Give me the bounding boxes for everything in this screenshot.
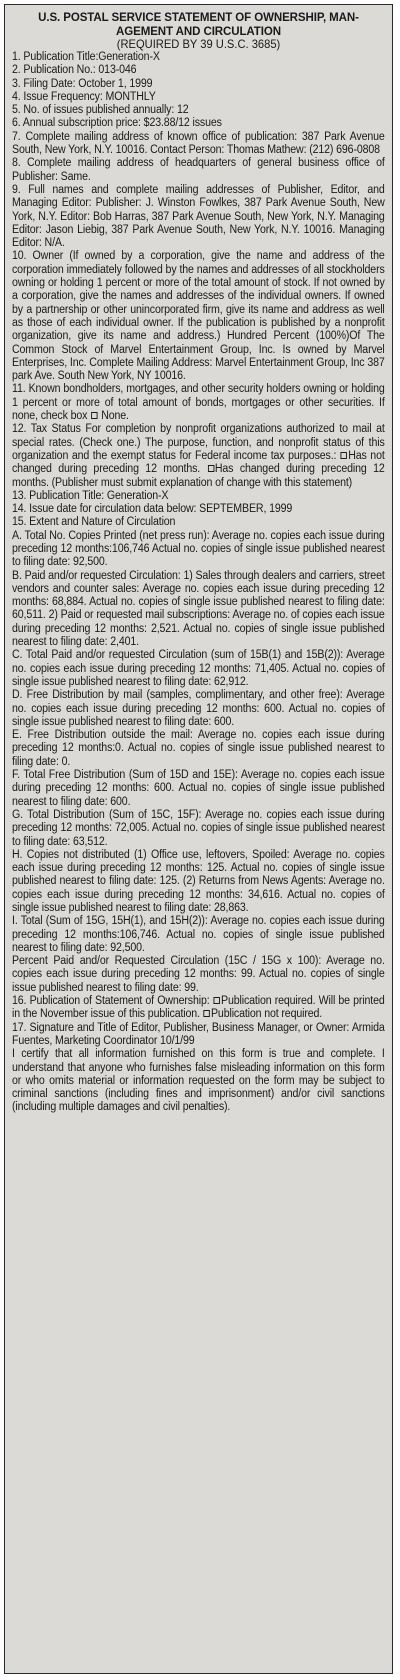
notice-paragraph: 6. Annual subscription price: $23.88/12 issues (12, 117, 222, 130)
checkbox-icon (204, 1010, 210, 1017)
notice-paragraph: Percent Paid and/or Requested Circulation (15C / 15G x 100): Average no. copies each issue during preceding 12 months: 99. Actual no. copies of single issue published nearest to filing date: 99. (12, 955, 385, 994)
checkbox-icon (214, 997, 220, 1004)
notice-paragraph: 1. Publication Title:Generation-X (12, 51, 160, 63)
notice-paragraph: B. Paid and/or requested Circulation: 1) Sales through dealers and carriers, street vendors and counter sales: Average no. copies each issue during preceding 12 months: 68,884. Actual no. copies of single issue published nearest to filing date: 60,511. 2) Paid or requested mail subscriptions: Average no. of copies each issue during preceding 12 months: 2,521. Actual no. copies of single issue published nearest to filing date: 2,401. (12, 569, 385, 649)
notice-paragraph: 7. Complete mailing address of known office of publication: 387 Park Avenue South, New York, N.Y. 10016. Contact Person: Thomas Mathew: (212) 696-0808 (12, 130, 385, 157)
notice-title (25, 10, 372, 38)
notice-paragraph: D. Free Distribution by mail (samples, complimentary, and other free): Average no. copies each issue during preceding 12 months: 600. Actual no. copies of single issue published nearest to filing date: 600. (12, 689, 385, 728)
notice-paragraph: 12. Tax Status For completion by nonprofit organizations authorized to mail at special rates. (Check one.) The purpose, function, and nonprofit status of this organization and the exempt status for Federal income tax purposes.: Has not changed during preceding 12 months. Has changed during preceding 12 months. (Publisher must submit explanation of change with this statement) (12, 423, 385, 489)
notice-paragraph: 8. Complete mailing address of headquarters of general business office of Publisher: Same. (12, 157, 385, 183)
ownership-statement-notice (4, 4, 393, 1674)
notice-paragraph: A. Total No. Copies Printed (net press run): Average no. copies each issue during preceding 12 months:106,746 Actual no. copies of single issue published nearest to filing date: 92,500. (12, 529, 385, 569)
notice-body (12, 51, 385, 1115)
notice-paragraph: 13. Publication Title: Generation-X (12, 489, 169, 502)
checkbox-icon (341, 452, 347, 459)
notice-paragraph: 14. Issue date for circulation data below: SEPTEMBER, 1999 (12, 503, 293, 516)
notice-paragraph: 4. Issue Frequency: MONTHLY (12, 90, 156, 103)
notice-paragraph: 2. Publication No.: 013-046 (12, 64, 137, 77)
notice-paragraph: 11. Known bondholders, mortgages, and other security holders owning or holding 1 percent or more of total amount of bonds, mortgages or other securities. If none, check box None. (12, 383, 385, 423)
notice-paragraph: H. Copies not distributed (1) Office use, leftovers, Spoiled: Average no. copies each issue during preceding 12 months: 125. Actual no. copies of single issue published nearest to filing date: 125. (2) Returns from News Agents: Average no. copies each issue during preceding 12 months: 34,616. Actual no. copies of single issue published nearest to filing date: 28,863. (12, 848, 385, 914)
notice-paragraph: C. Total Paid and/or requested Circulation (sum of 15B(1) and 15B(2)): Average no. copies each issue during preceding 12 months: 71,405. Actual no. copies of single issue published nearest to filing date: 62,912. (12, 649, 385, 688)
notice-paragraph: E. Free Distribution outside the mail: Average no. copies each issue during preceding 12 months:0. Actual no. copies of single issue published nearest to filing date: 0. (12, 729, 385, 768)
notice-paragraph: 5. No. of issues published annually: 12 (12, 104, 189, 117)
notice-paragraph: G. Total Distribution (Sum of 15C, 15F): Average no. copies each issue during preceding 12 months: 72,005. Actual no. copies of single issue published nearest to filing date: 63,512. (12, 808, 385, 848)
notice-paragraph: 17. Signature and Title of Editor, Publisher, Business Manager, or Owner: Armida Fuentes, Marketing Coordinator 10/1/99 (12, 1021, 385, 1047)
notice-paragraph: 3. Filing Date: October 1, 1999 (12, 77, 153, 90)
notice-paragraph: 15. Extent and Nature of Circulation (12, 516, 176, 529)
notice-subtitle: (REQUIRED BY 39 U.S.C. 3685) (116, 37, 281, 51)
notice-paragraph: 16. Publication of Statement of Ownership: Publication required. Will be printed in the November issue of this publication. Publication not required. (12, 995, 385, 1021)
notice-paragraph: 10. Owner (If owned by a corporation, give the name and address of the corporation immediately followed by the names and addresses of all stockholders owning or holding 1 percent or more of the total amount of stock. If not owned by a corporation, give the names and addresses of the individual owners. If owned by a partnership or other unincorporated firm, give its name and address as well as those of each individual owner. If the publication is published by a nonprofit organization, give its name and address.) Hundred Percent (100%)Of The Common Stock of Marvel Entertainment Group, Inc. Is owned by Marvel Enterprises, Inc. Complete Mailing Address: Marvel Entertainment Group, Inc 387 park Ave. South New York, NY 10016. (12, 250, 385, 383)
notice-paragraph: I certify that all information furnished on this form is true and complete. I understand that anyone who furnishes false misleading information on this form or who omits material or information requested on the form may be subject to criminal sanctions (including fines and imprisonment) and/or civil sanctions (including multiple damages and civil penalties). (12, 1048, 385, 1114)
checkbox-icon (208, 465, 214, 472)
notice-paragraph: 9. Full names and complete mailing addresses of Publisher, Editor, and Managing Editor: Publisher: J. Winston Fowlkes, 387 Park Avenue South, New York, N.Y. Editor: Bob Harras, 387 Park Avenue South, New York, N.Y. Managing Editor: Jason Liebig, 387 Park Avenue South, New York, N.Y. 10016. Managing Editor: N/A. (12, 183, 385, 250)
notice-paragraph: I. Total (Sum of 15G, 15H(1), and 15H(2)): Average no. copies each issue during preceding 12 months:106,746. Actual no. copies of single issue published nearest to filing date: 92,500. (12, 915, 385, 954)
checkbox-icon (91, 412, 97, 419)
notice-paragraph: F. Total Free Distribution (Sum of 15D and 15E): Average no. copies each issue during preceding 12 months: 600. Actual no. copies of single issue published nearest to filing date: 600. (12, 769, 385, 808)
notice-title-line-1: U.S. POSTAL SERVICE STATEMENT OF OWNERSHIP, MAN- (38, 10, 359, 24)
notice-title-line-2: AGEMENT AND CIRCULATION (116, 24, 281, 38)
